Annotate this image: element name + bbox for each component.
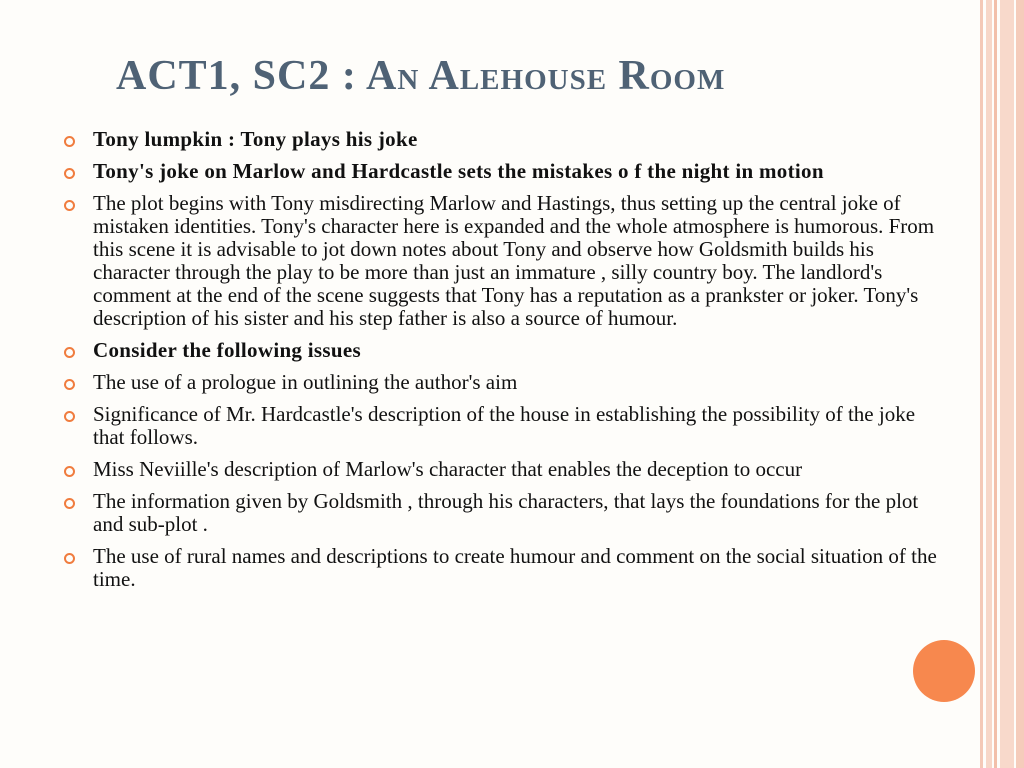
list-item-text: The use of rural names and descriptions to create humour and comment on the social situation of the time. — [93, 544, 937, 591]
stripe — [994, 0, 997, 768]
bullet-list — [62, 128, 942, 600]
decorative-side-stripes — [980, 0, 1024, 768]
stripe — [1016, 0, 1024, 768]
list-item — [62, 192, 942, 330]
list-item-text: The use of a prologue in outlining the author's aim — [93, 370, 518, 394]
list-item-text: Significance of Mr. Hardcastle's description of the house in establishing the possibility of the joke that follows. — [93, 402, 916, 449]
bullet-icon — [64, 168, 75, 179]
list-item-text: Tony's joke on Marlow and Hardcastle sets the mistakes o f the night in motion — [93, 159, 824, 183]
bullet-icon — [64, 411, 75, 422]
bullet-icon — [64, 136, 75, 147]
bullet-icon — [64, 347, 75, 358]
stripe — [980, 0, 983, 768]
list-item-text: Miss Neviille's description of Marlow's character that enables the deception to occur — [93, 457, 803, 481]
list-item — [62, 403, 942, 449]
stripe — [986, 0, 992, 768]
bullet-icon — [64, 553, 75, 564]
bullet-icon — [64, 466, 75, 477]
bullet-icon — [64, 200, 75, 211]
list-item — [62, 339, 942, 362]
list-item-text: The information given by Goldsmith , through his characters, that lays the foundations for the plot and sub-plot . — [93, 489, 919, 536]
list-item — [62, 545, 942, 591]
list-item-text: Tony lumpkin : Tony plays his joke — [93, 127, 418, 151]
list-item-text: The plot begins with Tony misdirecting Marlow and Hastings, thus setting up the central joke of mistaken identities. Tony's character here is expanded and the whole atmosphere is humorous. From this scene it is advisable to jot down notes about Tony and observe how Goldsmith builds his character through the play to be more than just an immature , silly country boy. The landlord's comment at the end of the scene suggests that Tony has a reputation as a prankster or joker. Tony's description of his sister and his step father is also a source of humour. — [93, 191, 935, 330]
list-item-text: Consider the following issues — [93, 338, 361, 362]
stripe — [1000, 0, 1014, 768]
list-item — [62, 128, 942, 151]
bullet-icon — [64, 379, 75, 390]
bullet-icon — [64, 498, 75, 509]
list-item — [62, 160, 942, 183]
list-item — [62, 371, 942, 394]
decorative-orange-circle — [913, 640, 975, 702]
list-item — [62, 458, 942, 481]
list-item — [62, 490, 942, 536]
slide-title: ACT1, SC2 : An Alehouse Room — [116, 53, 726, 99]
